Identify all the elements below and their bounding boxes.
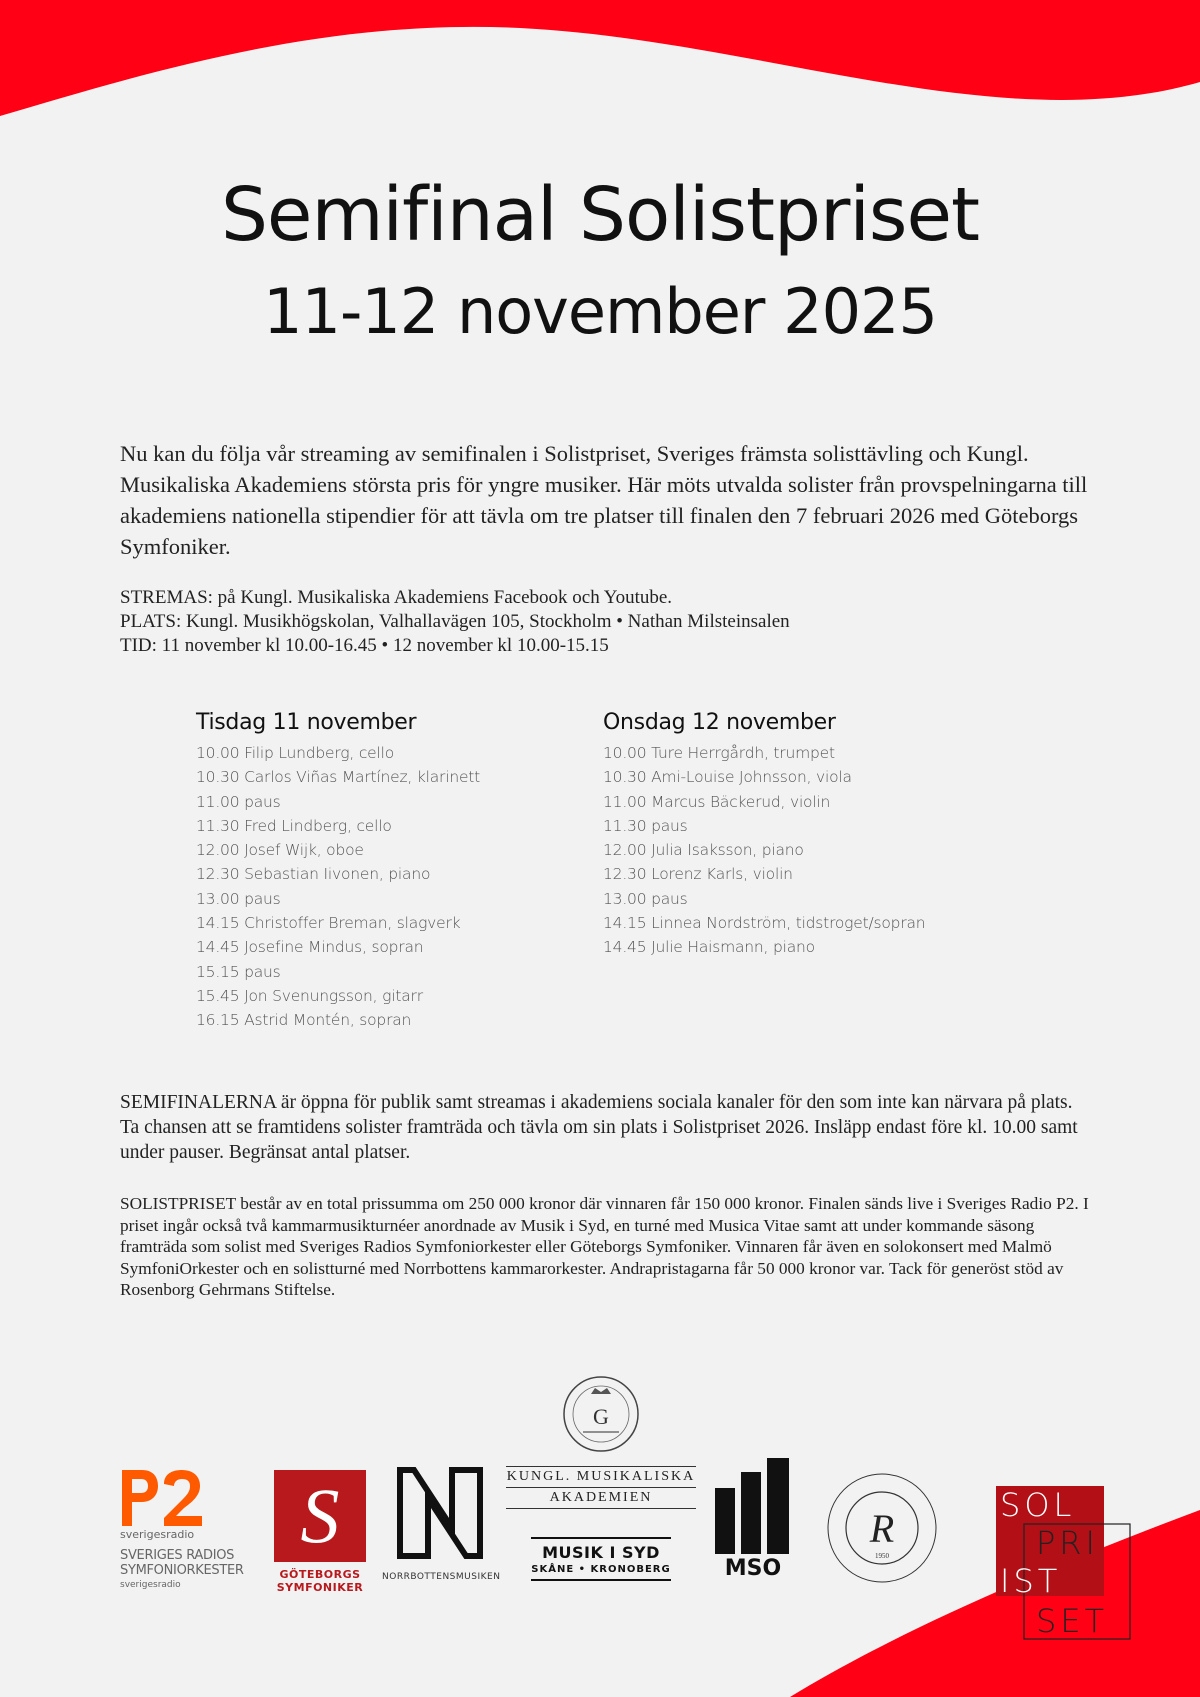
sverigesradio-label: sverigesradio	[120, 1528, 195, 1541]
list-item: 16.15 Astrid Montén, sopran	[196, 1011, 412, 1030]
page-title: Semifinal Solistpriset	[220, 172, 980, 258]
solistpriset-paragraph: SOLISTPRISET består av en total prissumma om 250 000 kronor där vinnaren får 150 000 kronor. Finalen sänds live i Sveriges Radio P2. I priset ingår också två kammarmusikturnéer anordnade av Musik i Syd, en turné med Musica Vitae samt att under kommande säsong framträda som solist med Sveriges Radios Symfoniorkester eller Göteborgs Symfoniker. Vinnaren får även en solokonsert med Malmö SymfoniOrkester och en solistturné med Norrbottens kammarorkester. Andrapristagarna får 50 000 kronor var. Tack för generöst stöd av Rosenborg Gehrmans Stiftelse.	[120, 1194, 1089, 1299]
gso-logo-icon: S	[274, 1470, 366, 1562]
list-item: 11.30 Fred Lindberg, cello	[196, 816, 392, 835]
svg-text:G: G	[593, 1404, 609, 1429]
day2-title: Onsdag 12 november	[603, 710, 836, 735]
gso-name: GÖTEBORGS SYMFONIKER	[276, 1568, 364, 1594]
stream-info: STREMAS: på Kungl. Musikaliska Akademiens Facebook och Youtube.	[120, 587, 673, 608]
kma-name: KUNGL. MUSIKALISKA AKADEMIEN	[506, 1466, 696, 1509]
list-item: 10.30 Carlos Viñas Martínez, klarinett	[196, 768, 481, 787]
list-item: 10.30 Ami-Louise Johnsson, viola	[603, 768, 852, 787]
schedule-day1	[196, 710, 480, 1033]
rosenborg-gehrmans-seal-icon	[826, 1472, 938, 1584]
list-item: 14.45 Josefine Mindus, sopran	[196, 938, 424, 957]
mso-name: MSO	[724, 1556, 782, 1578]
solistpriset-row2: PRI	[1036, 1524, 1099, 1562]
list-item: 15.15 paus	[196, 962, 281, 981]
intro-paragraph: Nu kan du följa vår streaming av semifinalen i Solistpriset, Sveriges främsta solisttävling och Kungl. Musikaliska Akademiens största pris för yngre musiker. Här möts utvalda solister från provspelningarna till akademiens nationella stipendier för att tävla om tre platser till finalen den 7 februari 2026 med Göteborgs Symfoniker.	[120, 441, 1088, 559]
list-item: 13.00 paus	[603, 889, 688, 908]
list-item: 11.00 Marcus Bäckerud, violin	[603, 792, 831, 811]
day1-title: Tisdag 11 november	[196, 710, 417, 735]
srso-name: SVERIGES RADIOS SYMFONIORKESTER	[120, 1548, 244, 1578]
kma-seal-icon	[561, 1374, 641, 1454]
list-item: 12.30 Sebastian Iivonen, piano	[196, 865, 431, 884]
norrbottensmusiken-logo-icon	[396, 1466, 484, 1560]
semifinal-paragraph: SEMIFINALERNA är öppna för publik samt streamas i akademiens sociala kanaler för den som inte kan närvara på plats. Ta chansen att se framtidens solister framträda och tävla om sin plats i Solistpriset 2026. Insläpp endast före kl. 10.00 samt under pauser. Begränsat antal platser.	[120, 1092, 1078, 1163]
norrbottensmusiken-name: NORRBOTTENSMUSIKEN	[382, 1572, 501, 1582]
solistpriset-row4: SET	[1036, 1602, 1109, 1640]
event-dates: 11-12 november 2025	[263, 275, 937, 348]
list-item: 12.00 Julia Isaksson, piano	[603, 841, 804, 860]
sverigesradio-small-label: sverigesradio	[120, 1580, 181, 1590]
list-item: 11.00 paus	[196, 792, 281, 811]
solistpriset-row1: SOL	[1000, 1486, 1076, 1524]
list-item: 14.15 Linnea Nordström, tidstroget/sopran	[603, 914, 926, 933]
place-info: PLATS: Kungl. Musikhögskolan, Valhallavägen 105, Stockholm • Nathan Milsteinsalen	[120, 611, 790, 632]
p2-logo-icon	[120, 1468, 210, 1528]
top-red-wave	[0, 0, 1200, 120]
solistpriset-row3: IST	[1000, 1562, 1062, 1600]
list-item: 10.00 Filip Lundberg, cello	[196, 744, 395, 762]
list-item: 13.00 paus	[196, 889, 281, 908]
list-item: 15.45 Jon Svenungsson, gitarr	[196, 986, 423, 1005]
rosenborg-year: 1950	[875, 1552, 889, 1560]
mso-logo-icon	[713, 1458, 793, 1578]
schedule-day2	[603, 710, 925, 960]
list-item: 11.30 paus	[603, 816, 688, 835]
list-item: 14.15 Christoffer Breman, slagverk	[196, 914, 461, 933]
musik-i-syd-logo: MUSIK I SYD SKÅNE • KRONOBERG	[531, 1537, 671, 1581]
solistpriset-logo-icon	[996, 1486, 1132, 1641]
list-item: 10.00 Ture Herrgårdh, trumpet	[603, 744, 835, 762]
time-info: TID: 11 november kl 10.00-16.45 • 12 november kl 10.00-15.15	[120, 635, 609, 656]
list-item: 12.00 Josef Wijk, oboe	[196, 841, 364, 860]
list-item: 12.30 Lorenz Karls, violin	[603, 865, 793, 884]
event-info	[120, 586, 1095, 658]
svg-text:R: R	[869, 1506, 895, 1551]
list-item: 14.45 Julie Haismann, piano	[603, 938, 815, 957]
